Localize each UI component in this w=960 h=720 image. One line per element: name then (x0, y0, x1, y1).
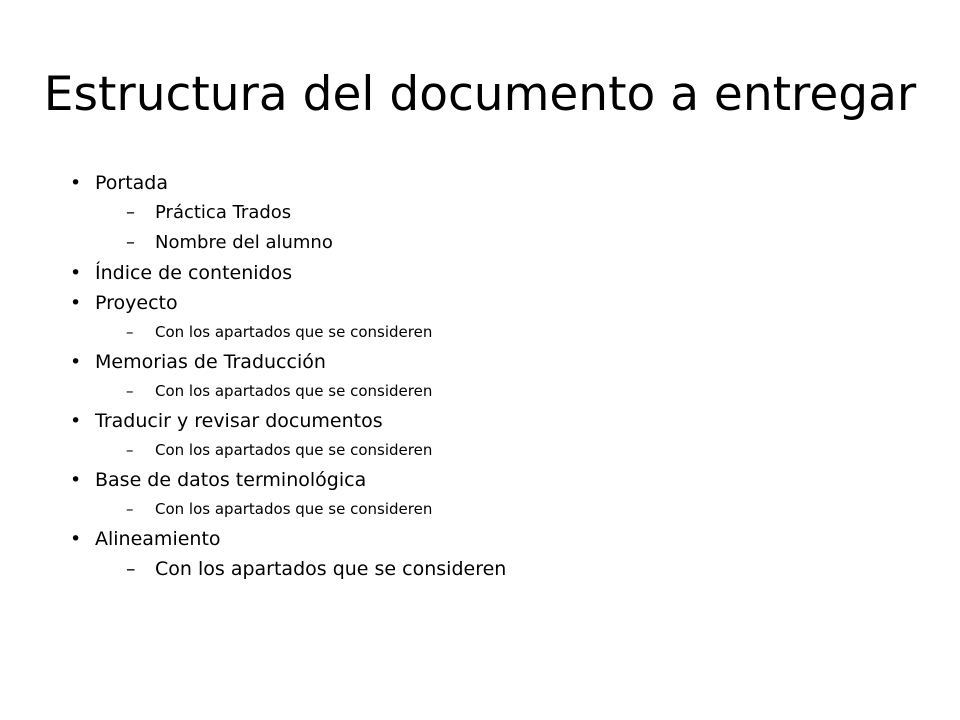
list-item (70, 288, 890, 318)
list-subitem-label: Con los apartados que se consideren (155, 441, 433, 459)
list-item (70, 524, 890, 554)
list-subitem-label: Nombre del alumno (155, 232, 333, 253)
list-subitem (70, 495, 890, 524)
dash-icon: – (126, 323, 134, 341)
list-subitem-label: Práctica Trados (155, 202, 292, 223)
list-item-label: Memorias de Traducción (95, 351, 326, 373)
list-subitem (70, 318, 890, 347)
list-subitem (70, 436, 890, 465)
dash-icon: – (126, 232, 135, 253)
bullet-icon: • (70, 469, 82, 491)
bullet-list (70, 168, 890, 584)
list-item (70, 168, 890, 198)
list-subitem (70, 554, 890, 584)
list-item-label: Base de datos terminológica (95, 469, 367, 491)
dash-icon: – (126, 500, 134, 518)
list-subitem (70, 198, 890, 228)
list-subitem-label: Con los apartados que se consideren (155, 382, 433, 400)
list-subitem-label: Con los apartados que se consideren (155, 323, 433, 341)
bullet-icon: • (70, 262, 82, 284)
list-subitem (70, 228, 890, 258)
list-item-label: Alineamiento (95, 528, 221, 550)
list-item-label: Proyecto (95, 292, 178, 314)
list-item (70, 406, 890, 436)
list-subitem-label: Con los apartados que se consideren (155, 558, 507, 580)
dash-icon: – (126, 202, 135, 223)
list-item (70, 258, 890, 288)
dash-icon: – (126, 441, 134, 459)
slide-title: Estructura del documento a entregar (43, 67, 917, 122)
list-item (70, 465, 890, 495)
bullet-icon: • (70, 410, 82, 432)
bullet-icon: • (70, 351, 82, 373)
list-item-label: Índice de contenidos (95, 262, 293, 284)
bullet-icon: • (70, 172, 82, 194)
list-subitem (70, 377, 890, 406)
list-subitem-label: Con los apartados que se consideren (155, 500, 433, 518)
dash-icon: – (126, 382, 134, 400)
list-item-label: Portada (95, 172, 169, 194)
bullet-icon: • (70, 292, 82, 314)
list-item (70, 347, 890, 377)
list-item-label: Traducir y revisar documentos (95, 410, 383, 432)
dash-icon: – (126, 558, 136, 580)
bullet-icon: • (70, 528, 82, 550)
